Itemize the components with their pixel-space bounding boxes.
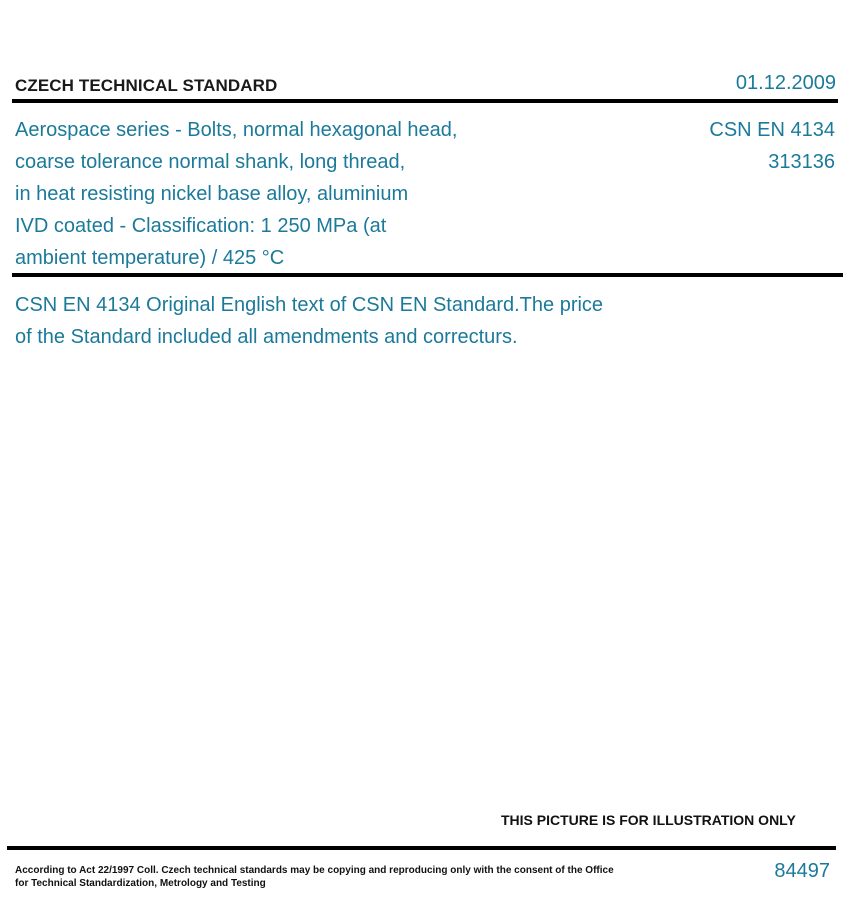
illustration-disclaimer: THIS PICTURE IS FOR ILLUSTRATION ONLY xyxy=(501,812,796,828)
description-line: CSN EN 4134 Original English text of CSN EN Standard.The price xyxy=(15,294,604,316)
legal-notice-line: for Technical Standardization, Metrology and Testing xyxy=(15,878,266,889)
legal-notice xyxy=(15,864,614,890)
standard-title-line: in heat resisting nickel base alloy, aluminium xyxy=(15,183,409,205)
document-kind-heading: CZECH TECHNICAL STANDARD xyxy=(15,76,278,95)
standard-title-line: Aerospace series - Bolts, normal hexagonal head, xyxy=(15,119,458,141)
standard-title xyxy=(15,114,535,274)
footer-number: 84497 xyxy=(774,860,830,882)
header-divider xyxy=(12,99,838,103)
standard-description xyxy=(15,289,675,353)
standard-title-line: ambient temperature) / 425 °C xyxy=(15,247,285,269)
standard-title-line: IVD coated - Classification: 1 250 MPa (at xyxy=(15,215,387,237)
standard-title-line: coarse tolerance normal shank, long thread, xyxy=(15,151,406,173)
catalog-number: 313136 xyxy=(768,151,835,173)
standard-identifiers xyxy=(709,114,835,178)
standard-code: CSN EN 4134 xyxy=(709,119,835,141)
document-date: 01.12.2009 xyxy=(735,72,836,94)
legal-notice-line: According to Act 22/1997 Coll. Czech technical standards may be copying and reproducing only with the consent of the Office xyxy=(15,865,614,876)
description-line: of the Standard included all amendments and correcturs. xyxy=(15,326,518,348)
title-divider xyxy=(12,273,843,277)
footer-divider xyxy=(7,846,836,850)
